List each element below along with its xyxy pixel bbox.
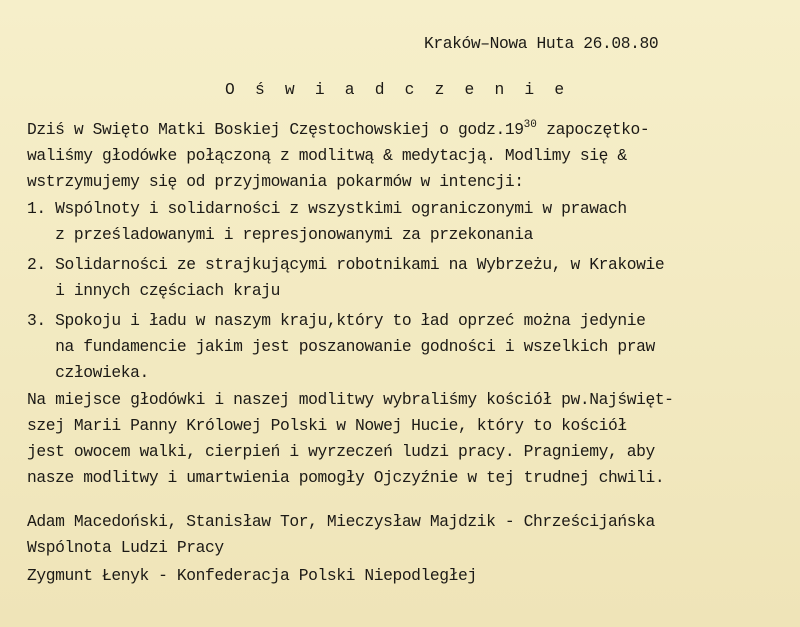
closing-line-2: szej Marii Panny Królowej Polski w Nowej Hucie, który to kościół — [27, 416, 627, 435]
signature-line-3: Zygmunt Łenyk - Konfederacja Polski Niepodległej — [27, 566, 477, 585]
intro-line-1-text: Dziś w Swięto Matki Boskiej Częstochowskiej o godz.19 — [27, 120, 524, 139]
intro-line-1-end: zapoczętko- — [546, 120, 650, 139]
list-item-1-line-2: z prześladowanymi i represjonowanymi za przekonania — [27, 225, 533, 244]
document-title: O ś w i a d c z e n i e — [225, 80, 570, 99]
intro-line-2: waliśmy głodówke połączoną z modlitwą & medytacją. Modlimy się & — [27, 146, 627, 165]
closing-line-4: nasze modlitwy i umartwienia pomogły Ojczyźnie w tej trudnej chwili. — [27, 468, 665, 487]
list-item-3-line-3: człowieka. — [27, 363, 149, 382]
signature-line-1: Adam Macedoński, Stanisław Tor, Mieczysław Majdzik - Chrześcijańska — [27, 512, 655, 531]
closing-line-1: Na miejsce głodówki i naszej modlitwy wybraliśmy kościół pw.Najświęt- — [27, 390, 674, 409]
list-item-2-line-2: i innych częściach kraju — [27, 281, 280, 300]
intro-line-3: wstrzymujemy się od przyjmowania pokarmów w intencji: — [27, 172, 524, 191]
date-line: Kraków–Nowa Huta 26.08.80 — [424, 34, 659, 53]
list-item-3-line-1: 3. Spokoju i ładu w naszym kraju,który to ład oprzeć można jedynie — [27, 311, 646, 330]
list-item-2-line-1: 2. Solidarności ze strajkującymi robotnikami na Wybrzeżu, w Krakowie — [27, 255, 665, 274]
list-item-1-line-1: 1. Wspólnoty i solidarności z wszystkimi ograniczonymi w prawach — [27, 199, 627, 218]
closing-line-3: jest owocem walki, cierpień i wyrzeczeń ludzi pracy. Pragniemy, aby — [27, 442, 655, 461]
time-superscript: 30 — [523, 119, 537, 131]
intro-line-1 — [27, 120, 649, 142]
list-item-3-line-2: na fundamencie jakim jest poszanowanie godności i wszelkich praw — [27, 337, 655, 356]
signature-line-2: Wspólnota Ludzi Pracy — [27, 538, 224, 557]
